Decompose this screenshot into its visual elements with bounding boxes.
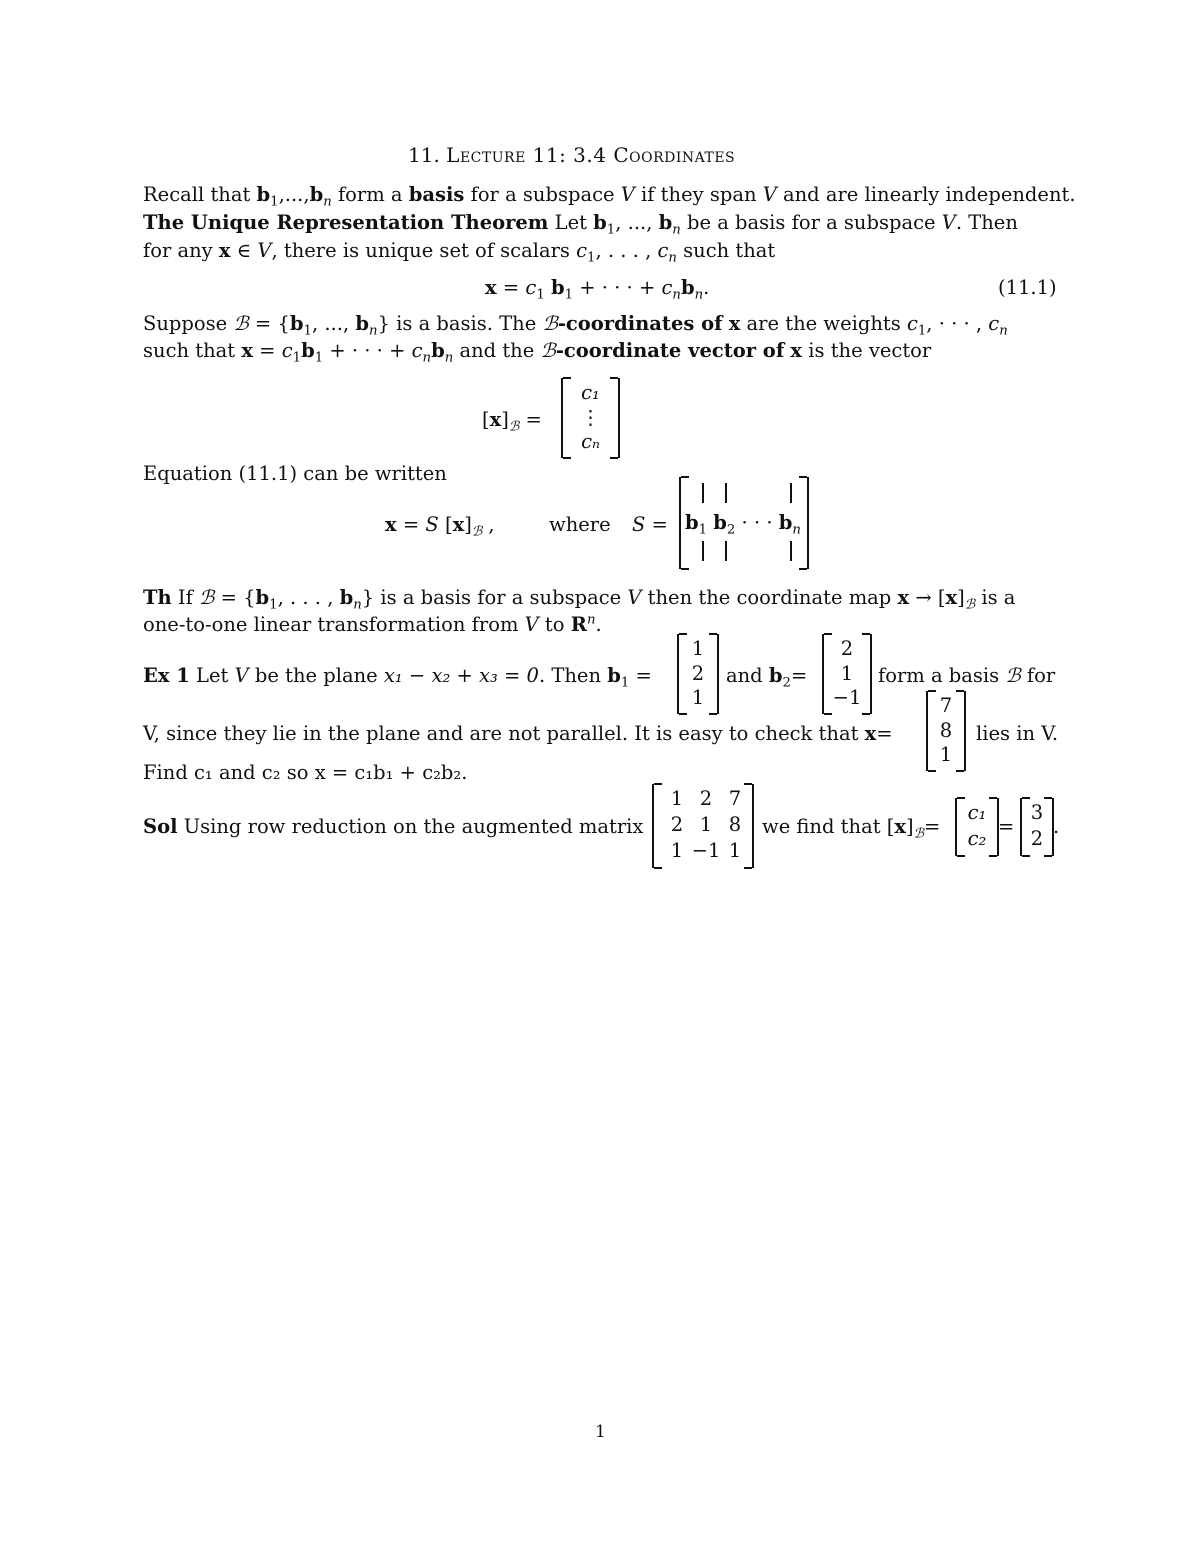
and-label: and $b_2=$: [726, 664, 808, 691]
we-find-text: we find that $[x]_ℬ=$: [762, 815, 941, 842]
recall-paragraph: Recall that $b_1,...,b_n$ form a basis for a subspace V if they span V and are linearly independent.: [143, 183, 1076, 210]
example-1-line-2: V, since they lie in the plane and are not parallel. It is easy to check that x=: [143, 722, 893, 745]
section-number: 11.: [408, 143, 440, 167]
lies-in-text: lies in V.: [976, 722, 1059, 745]
coordinate-map-theorem: Th If ℬ = {$b_1$, . . . , $b_n$} is a basis for a subspace V then the coordinate map $x \to [x]_ℬ$ is a: [143, 586, 1016, 613]
solution-text: Sol Using row reduction on the augmented matrix: [143, 815, 644, 838]
equation-11-1: $x = c_1$ $b_1$ + · · · + $c_nb_n$.: [485, 276, 710, 303]
term-basis: basis: [408, 183, 465, 206]
result-vector: 3 2: [1020, 798, 1054, 856]
section-heading: Lecture 11: 3.4 Coordinates: [446, 143, 736, 167]
vector-x: 7 8 1: [926, 691, 966, 771]
theorem-statement: The Unique Representation Theorem Let $b_1$, ..., $b_n$ be a basis for a subspace V. Then: [143, 211, 1018, 238]
theorem-line-2: for any x ∈ V, there is unique set of scalars $c_1$, . . . , $c_n$ such that: [143, 239, 776, 266]
equation-tag: (11.1): [998, 276, 1057, 299]
coordinate-vector-lhs: $[x]_ℬ$ =: [482, 408, 542, 435]
vector-b2: 2 1 −1: [822, 634, 872, 714]
coordinate-map-theorem-line-2: one-to-one linear transformation from V to $R^n$.: [143, 612, 602, 636]
page-number: 1: [595, 1422, 606, 1442]
vector-b1: 1 2 1: [677, 634, 719, 714]
c-vector: c₁ c₂: [955, 798, 999, 856]
example-1: Ex 1 Let V be the plane x₁ − x₂ + x₃ = 0. Then $b_1$ =: [143, 664, 652, 691]
form-basis-text: form a basis ℬ for: [878, 664, 1056, 687]
augmented-matrix: 1 2 7 2 1 8 1 −1 1: [652, 784, 754, 868]
coordinates-definition: Suppose ℬ = {$b_1$, ..., $b_n$} is a basis. The ℬ-coordinates of x are the weights $c_1$, · · · , $c_n$: [143, 312, 1008, 339]
example-1-line-3: Find c₁ and c₂ so x = c₁b₁ + c₂b₂.: [143, 761, 468, 784]
matrix-form-lhs: x = S $[x]_ℬ$ ,: [385, 513, 495, 540]
coordinate-vector-matrix: c₁ ⋮ cₙ: [561, 378, 620, 458]
sentence-end: .: [1053, 815, 1060, 838]
equals-sign: =: [998, 815, 1015, 838]
where-label: where: [549, 513, 611, 536]
theorem-name: The Unique Representation Theorem: [143, 211, 549, 234]
s-equals: S =: [632, 513, 668, 536]
equation-rewrite-text: Equation (11.1) can be written: [143, 462, 447, 485]
basis-matrix-row: $b_1$ $b_2$ · · · $b_n$: [685, 511, 801, 538]
section-title: [408, 143, 735, 167]
basis-matrix-s: [679, 477, 809, 569]
coordinates-definition-line-2: such that $x = c_1b_1$ + · · · + $c_nb_n$ and the ℬ-coordinate vector of x is the vector: [143, 339, 932, 366]
